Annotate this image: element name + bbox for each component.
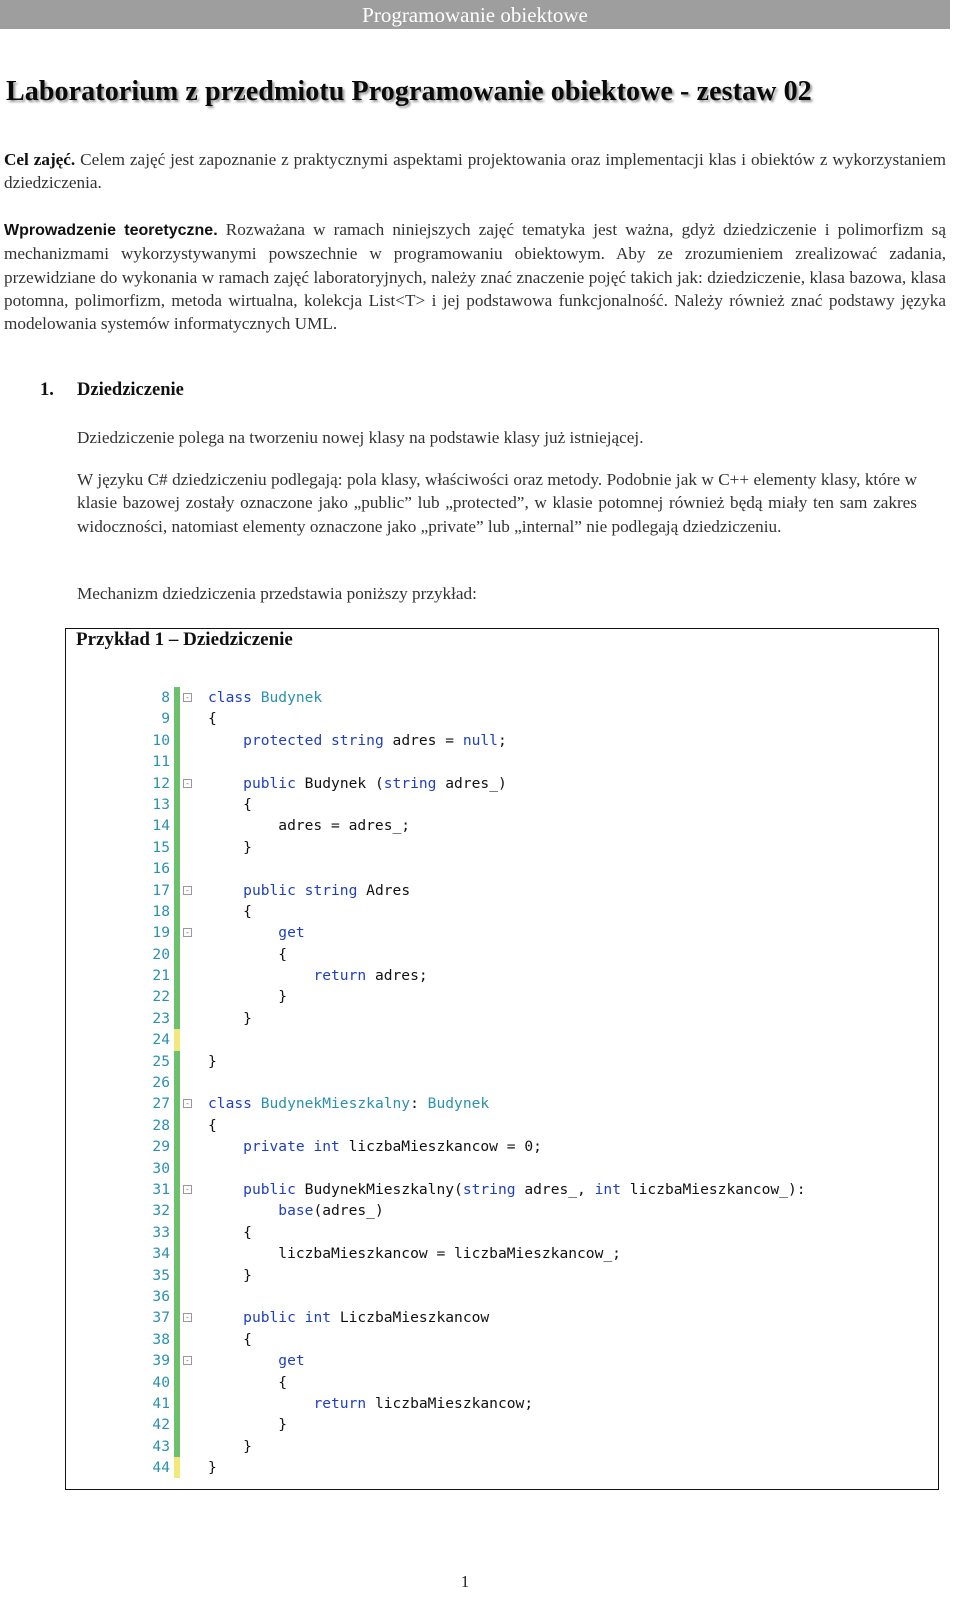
- code-line: [148, 922, 788, 943]
- line-number: 34: [152, 1245, 170, 1263]
- code-text: }: [208, 1266, 252, 1284]
- line-number: 39: [152, 1352, 170, 1370]
- change-indicator-bar: [174, 1350, 180, 1371]
- code-line: [148, 1243, 788, 1264]
- code-line: [148, 1158, 788, 1179]
- example-title: Przykład 1 – Dziedziczenie: [76, 629, 293, 650]
- section-title: Dziedziczenie: [77, 380, 184, 400]
- code-line: [148, 708, 788, 729]
- code-listing: [148, 687, 806, 1477]
- goal-text: Celem zajęć jest zapoznanie z praktycznymi aspektami projektowania oraz implementacji klas i obiektów z wykorzystaniem dziedziczenia.: [4, 150, 946, 193]
- code-text: {: [208, 1373, 288, 1391]
- section-paragraph-1: Dziedziczenie polega na tworzeniu nowej klasy na podstawie klasy już istniejącej.: [77, 428, 644, 447]
- code-line: [148, 901, 788, 922]
- code-line: [148, 965, 788, 986]
- code-text: class Budynek: [208, 689, 323, 706]
- collapse-toggle-icon[interactable]: -: [183, 1313, 192, 1322]
- change-indicator-bar: [174, 1243, 180, 1264]
- code-line: [148, 1457, 788, 1478]
- collapse-toggle-icon[interactable]: -: [183, 886, 192, 895]
- change-indicator-bar: [174, 1457, 180, 1478]
- code-line: [148, 1414, 788, 1435]
- code-text: }: [208, 1459, 217, 1477]
- change-indicator-bar: [174, 1436, 180, 1457]
- code-line: [148, 858, 788, 879]
- goal-lead: Cel zajęć.: [4, 150, 76, 169]
- code-line: [148, 1329, 788, 1350]
- line-number: 42: [152, 1416, 170, 1434]
- line-number: 32: [152, 1202, 170, 1220]
- section-number: 1.: [40, 380, 54, 400]
- collapse-toggle-icon[interactable]: -: [183, 779, 192, 788]
- code-line: [148, 1115, 788, 1136]
- code-text: protected string adres = null;: [243, 731, 507, 749]
- change-indicator-bar: [174, 1051, 180, 1072]
- line-number: 44: [152, 1459, 170, 1477]
- change-indicator-bar: [174, 1008, 180, 1029]
- code-line: [148, 1200, 788, 1221]
- code-text: {: [208, 902, 252, 920]
- line-number: 19: [152, 924, 170, 942]
- change-indicator-bar: [174, 944, 180, 965]
- line-number: 12: [152, 774, 170, 792]
- line-number: 17: [152, 881, 170, 899]
- section-paragraph-3: Mechanizm dziedziczenia przedstawia poniższy przykład:: [77, 584, 477, 603]
- collapse-toggle-icon[interactable]: -: [183, 693, 192, 702]
- code-text: }: [208, 1416, 288, 1434]
- page-number: 1: [460, 1572, 470, 1591]
- line-number: 22: [152, 988, 170, 1006]
- code-line: [148, 1179, 806, 1200]
- code-text: get: [278, 924, 305, 942]
- code-text: get: [278, 1352, 305, 1370]
- code-text: {: [208, 795, 252, 813]
- code-line: [148, 1436, 788, 1457]
- intro-paragraph: [4, 218, 946, 335]
- line-number: 15: [152, 838, 170, 856]
- line-number: 9: [161, 710, 170, 728]
- change-indicator-bar: [174, 922, 180, 943]
- code-line: [148, 815, 788, 836]
- code-line: [148, 1072, 788, 1093]
- line-number: 43: [152, 1437, 170, 1455]
- intro-lead: Wprowadzenie teoretyczne.: [4, 222, 218, 239]
- document-title: Laboratorium z przedmiotu Programowanie obiektowe - zestaw 02: [6, 76, 812, 107]
- code-line: [148, 1350, 788, 1371]
- line-number: 38: [152, 1330, 170, 1348]
- document-header: [0, 0, 950, 29]
- header-title: Programowanie obiektowe: [362, 3, 588, 27]
- line-number: 10: [152, 731, 170, 749]
- change-indicator-bar: [174, 1372, 180, 1393]
- change-indicator-bar: [174, 1307, 180, 1328]
- code-text: }: [208, 1009, 252, 1027]
- line-number: 35: [152, 1266, 170, 1284]
- change-indicator-bar: [174, 1414, 180, 1435]
- line-number: 11: [152, 753, 170, 771]
- code-text: public Budynek (string adres_): [243, 774, 507, 792]
- code-text: }: [208, 838, 252, 856]
- line-number: 30: [152, 1159, 170, 1177]
- code-line: [148, 751, 788, 772]
- line-number: 41: [152, 1394, 170, 1412]
- line-number: 8: [161, 689, 170, 706]
- code-text: {: [208, 1330, 252, 1348]
- collapse-toggle-icon[interactable]: -: [183, 1356, 192, 1365]
- code-text: private int liczbaMieszkancow = 0;: [243, 1138, 542, 1156]
- change-indicator-bar: [174, 965, 180, 986]
- section-paragraph-2: W języku C# dziedziczeniu podlegają: pola klasy, właściwości oraz metody. Podobnie jak w C++ elementy klasy, które w klasie bazowej zostały oznaczone jako „public” lub „protected”, w klasie potomnej również będą miały ten sam zakres widoczności, natomiast elementy oznaczone jako „private” lub „internal” nie podlegają dziedziczeniu.: [77, 470, 917, 536]
- change-indicator-bar: [174, 1222, 180, 1243]
- code-text: liczbaMieszkancow = liczbaMieszkancow_;: [208, 1245, 621, 1263]
- code-text: adres = adres_;: [208, 817, 411, 835]
- line-number: 27: [152, 1095, 170, 1113]
- change-indicator-bar: [174, 751, 180, 772]
- change-indicator-bar: [174, 880, 180, 901]
- change-indicator-bar: [174, 687, 180, 708]
- line-number: 33: [152, 1223, 170, 1241]
- collapse-toggle-icon[interactable]: -: [183, 1099, 192, 1108]
- change-indicator-bar: [174, 1115, 180, 1136]
- code-line: [148, 1286, 788, 1307]
- line-number: 37: [152, 1309, 170, 1327]
- change-indicator-bar: [174, 1029, 180, 1050]
- code-line: [148, 837, 788, 858]
- change-indicator-bar: [174, 986, 180, 1007]
- code-line: [148, 1393, 788, 1414]
- code-line: [148, 1008, 788, 1029]
- collapse-toggle-icon[interactable]: -: [183, 1185, 192, 1194]
- code-line: [148, 1051, 788, 1072]
- code-line: [148, 986, 788, 1007]
- code-text: public BudynekMieszkalny(string adres_, int liczbaMieszkancow_):: [243, 1180, 806, 1198]
- line-number: 24: [152, 1031, 170, 1049]
- change-indicator-bar: [174, 773, 180, 794]
- line-number: 14: [152, 817, 170, 835]
- change-indicator-bar: [174, 794, 180, 815]
- change-indicator-bar: [174, 1265, 180, 1286]
- change-indicator-bar: [174, 1136, 180, 1157]
- change-indicator-bar: [174, 1200, 180, 1221]
- line-number: 16: [152, 860, 170, 878]
- line-number: 18: [152, 902, 170, 920]
- goal-paragraph: [4, 148, 946, 195]
- line-number: 28: [152, 1116, 170, 1134]
- change-indicator-bar: [174, 730, 180, 751]
- change-indicator-bar: [174, 1158, 180, 1179]
- change-indicator-bar: [174, 858, 180, 879]
- code-text: public int LiczbaMieszkancow: [243, 1309, 490, 1327]
- code-text: base(adres_): [278, 1202, 384, 1220]
- code-text: return adres;: [313, 967, 428, 985]
- code-line: [148, 880, 788, 901]
- line-number: 26: [152, 1074, 170, 1092]
- line-number: 13: [152, 795, 170, 813]
- code-text: {: [208, 945, 288, 963]
- change-indicator-bar: [174, 815, 180, 836]
- change-indicator-bar: [174, 1393, 180, 1414]
- line-number: 23: [152, 1009, 170, 1027]
- change-indicator-bar: [174, 1286, 180, 1307]
- code-line: [148, 773, 788, 794]
- code-text: {: [208, 1223, 252, 1241]
- change-indicator-bar: [174, 1329, 180, 1350]
- code-text: public string Adres: [243, 881, 411, 899]
- code-line: [148, 1265, 788, 1286]
- code-line: [148, 1222, 788, 1243]
- line-number: 31: [152, 1180, 170, 1198]
- change-indicator-bar: [174, 1179, 180, 1200]
- change-indicator-bar: [174, 901, 180, 922]
- code-line: [148, 1093, 788, 1114]
- code-line: [148, 1029, 788, 1050]
- code-line: [148, 730, 788, 751]
- code-line: [148, 687, 788, 708]
- change-indicator-bar: [174, 1093, 180, 1114]
- code-text: }: [208, 988, 288, 1006]
- code-line: [148, 1372, 788, 1393]
- line-number: 40: [152, 1373, 170, 1391]
- line-number: 25: [152, 1052, 170, 1070]
- line-number: 21: [152, 967, 170, 985]
- code-text: }: [208, 1052, 217, 1070]
- change-indicator-bar: [174, 837, 180, 858]
- code-line: [148, 794, 788, 815]
- code-text: }: [208, 1437, 252, 1455]
- change-indicator-bar: [174, 708, 180, 729]
- code-text: {: [208, 1116, 217, 1134]
- change-indicator-bar: [174, 1072, 180, 1093]
- code-line: [148, 1307, 788, 1328]
- code-text: {: [208, 710, 217, 728]
- code-line: [148, 944, 788, 965]
- collapse-toggle-icon[interactable]: -: [183, 928, 192, 937]
- line-number: 29: [152, 1138, 170, 1156]
- code-line: [148, 1136, 788, 1157]
- example-box: [65, 628, 939, 1490]
- intro-text: Rozważana w ramach niniejszych zajęć tematyka jest ważna, gdyż dziedziczenie i polimorfizm są mechanizmami wykorzystywanymi powszechnie w programowaniu obiektowym. Aby ze zrozumieniem zrealizować zadania, przewidziane do wykonania w ramach zajęć laboratoryjnych, należy znać znaczenie pojęć takich jak: dziedziczenie, klasa bazowa, klasa potomna, polimorfizm, metoda wirtualna, kolekcja List<T> i jej podstawowa funkcjonalność. Należy również znać podstawy języka modelowania systemów informatycznych UML.: [4, 220, 946, 334]
- line-number: 20: [152, 945, 170, 963]
- line-number: 36: [152, 1287, 170, 1305]
- code-text: return liczbaMieszkancow;: [313, 1394, 534, 1412]
- code-text: class BudynekMieszkalny: Budynek: [208, 1095, 490, 1113]
